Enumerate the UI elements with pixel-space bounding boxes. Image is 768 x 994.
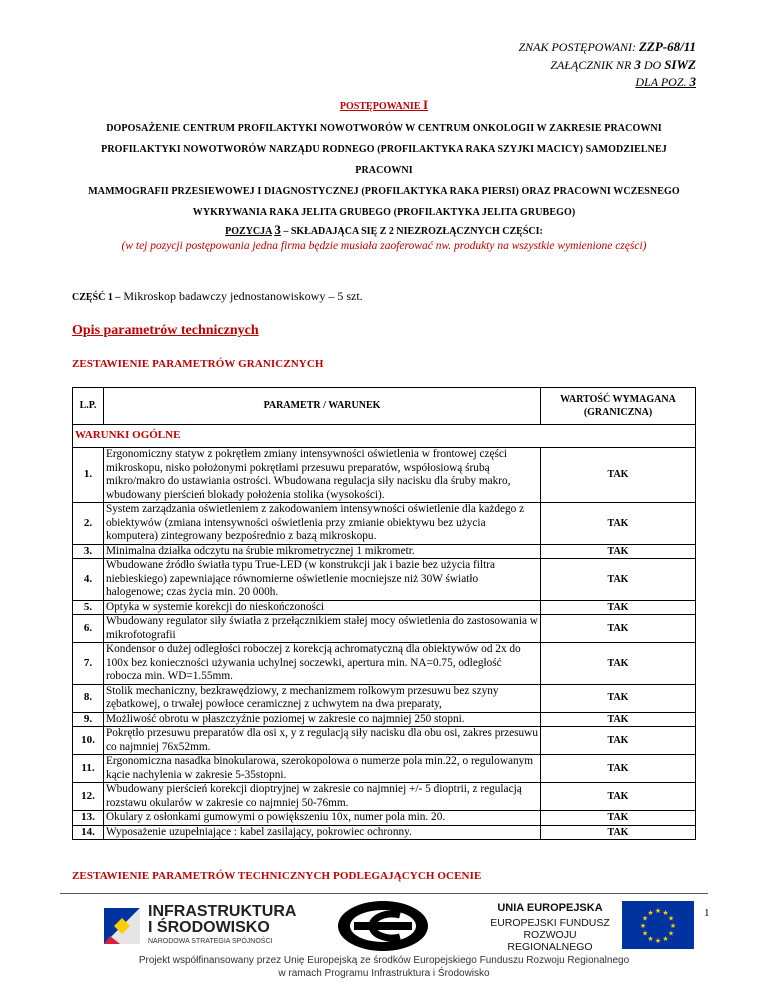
parameters-table xyxy=(72,387,696,840)
eu-star: ★ xyxy=(662,909,669,917)
table-row xyxy=(73,503,696,545)
row-parameter: Optyka w systemie korekcji do nieskończoności xyxy=(104,600,541,615)
row-parameter: System zarządzania oświetleniem z zakodowaniem intensywności oświetlenie dla każdego z obiektywów (zmiana intensywności oświetlenia przy zmianie obiektywu bez użycia komputera) zintegrowany bezpośrednio z bazą mikroskopu. xyxy=(104,503,541,545)
table-row xyxy=(73,448,696,503)
eu-star: ★ xyxy=(647,909,654,917)
infrastructure-logo xyxy=(100,902,300,950)
footer-line-2: w ramach Programu Infrastruktura i Środowisko xyxy=(278,967,490,979)
row-number: 9. xyxy=(73,712,104,727)
logo-subtitle: NARODOWA STRATEGIA SPÓJNOŚCI xyxy=(148,938,273,945)
column-header-lp: L.P. xyxy=(73,388,104,425)
row-parameter: Ergonomiczny statyw z pokrętłem zmiany intensywności oświetlenia w frontowej części mikroskopu, nisko położonymi pokrętłami przesuwu preparatów, współosiową śrubą mikro/makro do ustawiania ostrości. Wbudowana regulacja siły nacisku dla śruby makro, wbudowany pierścień blokady położenia stolika (wysokości). xyxy=(104,448,541,503)
group-label: WARUNKI OGÓLNE xyxy=(73,425,696,448)
footer-line-1: Projekt współfinansowany przez Unię Europejską ze środków Europejskiego Funduszu Rozwoju Regionalnego xyxy=(138,955,630,966)
position-heading xyxy=(72,222,696,238)
part-heading xyxy=(72,289,363,304)
eu-star: ★ xyxy=(654,907,662,915)
table-row xyxy=(73,712,696,727)
title-line: PROFILAKTYKI NOWOTWORÓW NARZĄDU RODNEGO (PROFILAKTYKA RAKA SZYJKI MACICY) SAMODZIELNEJ PRACOWNI xyxy=(101,144,667,176)
case-number: ZZP-68/11 xyxy=(638,39,696,54)
row-number: 8. xyxy=(73,684,104,712)
table-row xyxy=(73,825,696,840)
row-parameter: Wyposażenie uzupełniające : kabel zasilający, pokrowiec ochronny. xyxy=(104,825,541,840)
group-row xyxy=(73,425,696,448)
row-parameter: Wbudowany regulator siły światła z przełącznikiem stałej mocy oświetlenia do zastosowania w mikrofotografii xyxy=(104,615,541,643)
evaluated-params-heading: ZESTAWIENIE PARAMETRÓW TECHNICZNYCH PODLEGAJĄCYCH OCENIE xyxy=(72,870,482,882)
eu-star: ★ xyxy=(662,935,669,943)
limit-params-heading: ZESTAWIENIE PARAMETRÓW GRANICZNYCH xyxy=(72,358,324,370)
column-header-required-value: WARTOŚĆ WYMAGANA (GRANICZNA) xyxy=(541,388,696,425)
oncology-logo-icon xyxy=(336,900,430,952)
eu-text xyxy=(490,902,610,953)
row-number: 1. xyxy=(73,448,104,503)
row-number: 14. xyxy=(73,825,104,840)
row-parameter: Stolik mechaniczny, bezkrawędziowy, z mechanizmem rolkowym przesuwu bez szyny zębatkowej, o trwałej powłoce ceramicznej z uchwytem na dwa preparaty, xyxy=(104,684,541,712)
position-ref-label: DLA POZ. xyxy=(635,75,687,90)
row-parameter: Pokrętło przesuwu preparatów dla osi x, y z regulacją siły nacisku dla obu osi, zakres przesuwu co najmniej 76x52mm. xyxy=(104,727,541,755)
row-required-value: TAK xyxy=(541,825,696,840)
eu-flag xyxy=(622,901,694,949)
row-parameter: Kondensor o dużej odległości roboczej z korekcją achromatyczną dla obiektywów od 2x do 100x bez konieczności używania uchylnej soczewki, apertura min. NA=0.75, odległość robocza min. WD=1.55mm. xyxy=(104,643,541,685)
page-number: 1 xyxy=(704,907,710,919)
attachment-mid: DO xyxy=(643,57,662,72)
row-required-value: TAK xyxy=(541,755,696,783)
row-number: 5. xyxy=(73,600,104,615)
eu-flag-icon xyxy=(622,901,694,949)
row-number: 3. xyxy=(73,544,104,559)
row-number: 6. xyxy=(73,615,104,643)
row-number: 12. xyxy=(73,783,104,811)
row-required-value: TAK xyxy=(541,712,696,727)
table-row xyxy=(73,559,696,601)
row-parameter: Wbudowane źródło światła typu True-LED (w konstrukcji jak i bazie bez użycia filtra niebieskiego) zapewniające równomierne oświetlenie mocniejsze niż 30W światło halogenowe; czas życia min. 20 000h. xyxy=(104,559,541,601)
row-number: 2. xyxy=(73,503,104,545)
position-ref-line xyxy=(518,73,696,91)
eu-star: ★ xyxy=(647,935,654,943)
position-description: – SKŁADAJĄCA SIĘ Z 2 NIEZROZŁĄCZNYCH CZĘŚCI: xyxy=(283,226,543,237)
footer xyxy=(72,955,696,980)
part-label: CZĘŚĆ 1 – xyxy=(72,292,121,303)
row-parameter: Możliwość obrotu w płaszczyźnie poziomej w zakresie co najmniej 250 stopni. xyxy=(104,712,541,727)
table-header-row xyxy=(73,388,696,425)
position-number: 3 xyxy=(274,222,281,237)
attachment-line xyxy=(518,56,696,74)
attachment-label: ZAŁĄCZNIK NR xyxy=(550,57,632,72)
title-line: WYKRYWANIA RAKA JELITA GRUBEGO (PROFILAKTYKA JELITA GRUBEGO) xyxy=(192,207,576,218)
eu-star: ★ xyxy=(641,929,649,938)
table-row xyxy=(73,643,696,685)
case-number-line xyxy=(518,38,696,56)
proceeding-number: I xyxy=(423,97,429,112)
eu-line-3: ROZWOJU REGIONALNEGO xyxy=(507,929,593,953)
logo-title-2: I ŚRODOWISKO xyxy=(148,919,270,936)
case-number-label: ZNAK POSTĘPOWANI: xyxy=(518,40,636,54)
row-number: 10. xyxy=(73,727,104,755)
row-number: 13. xyxy=(73,811,104,826)
table-row xyxy=(73,600,696,615)
logo-title-1: INFRASTRUKTURA xyxy=(148,903,297,920)
eu-star: ★ xyxy=(654,937,662,945)
row-required-value: TAK xyxy=(541,727,696,755)
eu-star: ★ xyxy=(667,914,675,923)
eu-line-1: UNIA EUROPEJSKA xyxy=(497,902,603,914)
table-row xyxy=(73,615,696,643)
eu-star: ★ xyxy=(641,914,649,923)
row-number: 7. xyxy=(73,643,104,685)
row-required-value: TAK xyxy=(541,615,696,643)
table-row xyxy=(73,811,696,826)
technical-description-heading: Opis parametrów technicznych xyxy=(72,323,259,338)
table-row xyxy=(73,727,696,755)
nss-flag-icon xyxy=(100,904,144,948)
table-row xyxy=(73,755,696,783)
attachment-number: 3 xyxy=(634,56,641,72)
eu-star: ★ xyxy=(667,929,675,938)
position-note: (w tej pozycji postępowania jedna firma będzie musiała zaoferować nw. produkty na wszystkie wymienione części) xyxy=(121,240,647,252)
row-parameter: Minimalna działka odczytu na śrubie mikrometrycznej 1 mikrometr. xyxy=(104,544,541,559)
title-line: DOPOSAŻENIE CENTRUM PROFILAKTYKI NOWOTWORÓW W CENTRUM ONKOLOGII W ZAKRESIE PRACOWNI xyxy=(106,123,662,134)
row-required-value: TAK xyxy=(541,783,696,811)
part-text: Mikroskop badawczy jednostanowiskowy – 5 szt. xyxy=(123,289,363,303)
row-parameter: Okulary z osłonkami gumowymi o powiększeniu 10x, numer pola min. 20. xyxy=(104,811,541,826)
title-line: MAMMOGRAFII PRZESIEWOWEJ I DIAGNOSTYCZNEJ (PROFILAKTYKA RAKA PIERSI) ORAZ PRACOWNI WCZESNEGO xyxy=(88,186,680,197)
row-required-value: TAK xyxy=(541,684,696,712)
table-row xyxy=(73,544,696,559)
row-number: 4. xyxy=(73,559,104,601)
row-number: 11. xyxy=(73,755,104,783)
eu-line-2: EUROPEJSKI FUNDUSZ xyxy=(490,917,610,929)
proceeding-label: POSTĘPOWANIE xyxy=(339,101,421,112)
footer-divider xyxy=(60,893,708,894)
row-required-value: TAK xyxy=(541,811,696,826)
document-header xyxy=(518,38,696,91)
table-row xyxy=(73,783,696,811)
row-parameter: Ergonomiczna nasadka binokularowa, szerokopolowa o numerze pola min.22, o regulowanym kącie nachylenia w zakresie 5-35stopni. xyxy=(104,755,541,783)
oncology-center-logo xyxy=(336,900,430,952)
row-required-value: TAK xyxy=(541,544,696,559)
row-parameter: Wbudowany pierścień korekcji dioptryjnej w zakresie co najmniej +/- 5 dioptrii, z regulacją rozstawu okularów w zakresie co najmniej 50-76mm. xyxy=(104,783,541,811)
table-row xyxy=(73,684,696,712)
row-required-value: TAK xyxy=(541,643,696,685)
column-header-parameter: PARAMETR / WARUNEK xyxy=(104,388,541,425)
proceeding-heading xyxy=(72,97,696,113)
eu-star: ★ xyxy=(669,922,677,930)
eu-star: ★ xyxy=(639,922,647,930)
row-required-value: TAK xyxy=(541,503,696,545)
proceeding-title xyxy=(72,118,696,223)
row-required-value: TAK xyxy=(541,559,696,601)
attachment-code: SIWZ xyxy=(664,56,696,72)
position-label: POZYCJA xyxy=(225,226,272,237)
position-ref-number: 3 xyxy=(689,74,696,90)
row-required-value: TAK xyxy=(541,600,696,615)
row-required-value: TAK xyxy=(541,448,696,503)
